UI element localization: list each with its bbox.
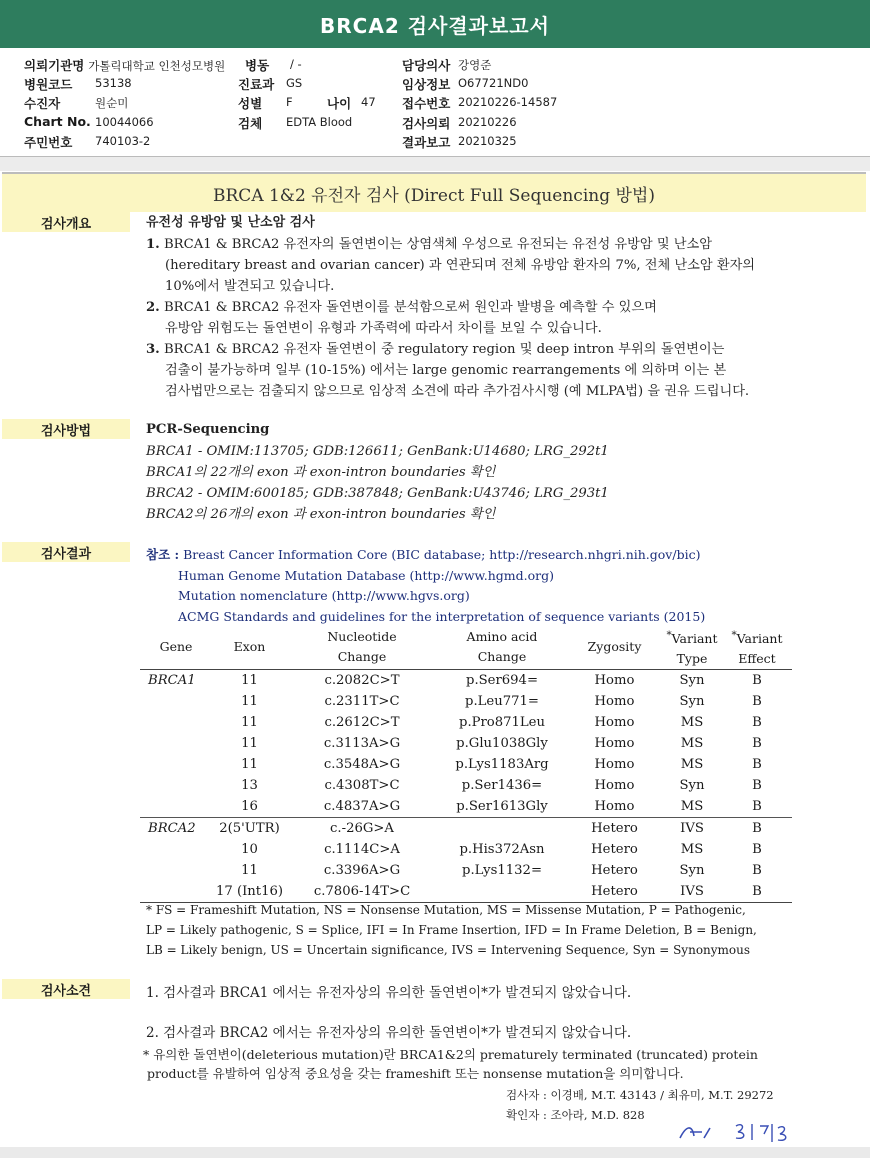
info-2-2-label: 진료과	[238, 77, 275, 92]
info-1-2-val: / -	[290, 57, 302, 71]
overview-item-2: 2. BRCA1 & BRCA2 유전자 돌연변이를 분석함으로써 원인과 발병을 예측할 수 있으며 유방암 위험도는 돌연변이 유형과 가족력에 따라서 차이를 보일 수 있습니다.	[146, 300, 657, 336]
table-row	[140, 796, 792, 818]
table-cell: IVS	[662, 818, 722, 840]
col-header-7: *Variant Effect	[722, 625, 792, 670]
table-cell: B	[752, 715, 762, 731]
ref-line-3: Mutation nomenclature (http://www.hgvs.org)	[178, 588, 470, 603]
info-5-3-val: 20210325	[458, 134, 517, 148]
ref-line-1: 참조 : Breast Cancer Information Core (BIC database; http://research.nhgri.nih.gov/bic)	[146, 547, 701, 562]
info-2-1-val: 53138	[95, 76, 132, 90]
info-3-3-label: 접수번호	[402, 96, 451, 111]
col-header-2: Exon	[212, 625, 287, 670]
table-cell: B	[752, 778, 762, 794]
info-5-1: 주민번호	[24, 135, 73, 150]
col-header-5: Zygosity	[567, 625, 662, 670]
info-1-3-label: 담당의사	[402, 58, 451, 73]
overview-item-3: 3. BRCA1 & BRCA2 유전자 돌연변이 중 regulatory region 및 deep intron 부위의 돌연변이는 검출이 불가능하며 일부 (10-15%) 에서는 large genomic rearrangements 에 의하며 이는 본 검사법만으로는 검출되지 않으므로 임상적 소견에 따라 추가검사시행 (예 MLPA법) 을 권유 드립니다.	[146, 342, 750, 399]
table-cell: Hetero	[591, 863, 638, 879]
variant-footnote: * FS = Frameshift Mutation, NS = Nonsense Mutation, MS = Missense Mutation, P = Pathogenic, LP = Likely pathogenic, S = Splice, IFI = In Frame Insertion, IFD = In Frame Deletion, B = Benign, LB = Likely benign, US = Uncertain significance, IVS = Intervening Sequence, Syn = Synonymous	[146, 903, 757, 957]
table-cell: c.1114C>A	[324, 842, 400, 858]
info-3-1: 수진자	[24, 96, 61, 111]
table-cell: B	[752, 842, 762, 858]
table-cell: 16	[241, 799, 258, 815]
page-bottom-bar	[0, 1147, 870, 1158]
table-cell: c.3396A>G	[323, 863, 401, 879]
variant-table	[140, 625, 792, 903]
table-cell: Syn	[679, 694, 705, 710]
info-3-3-val: 20210226-14587	[458, 95, 558, 109]
table-cell	[140, 860, 212, 881]
method-line-2: BRCA1의 22개의 exon 과 exon-intron boundaries 확인	[146, 465, 496, 480]
table-cell: 11	[241, 715, 258, 731]
table-cell: Syn	[679, 673, 705, 689]
confirmer-line: 확인자 : 조아라, M.D. 828	[506, 1108, 645, 1122]
table-cell: 11	[241, 694, 258, 710]
ref-line-4: ACMG Standards and guidelines for the interpretation of sequence variants (2015)	[178, 609, 706, 624]
handwritten-signature	[676, 1116, 816, 1146]
table-cell: p.Leu771=	[465, 694, 539, 710]
finding-2: 2. 검사결과 BRCA2 에서는 유전자상의 유의한 돌연변이*가 발견되지 않았습니다.	[146, 1025, 632, 1041]
table-cell	[140, 839, 212, 860]
col-header-1: Gene	[140, 625, 212, 670]
table-cell: MS	[680, 842, 704, 858]
method-heading: PCR-Sequencing	[146, 422, 270, 437]
age-label: 나이	[327, 96, 352, 111]
table-row	[140, 754, 792, 775]
table-cell: p.Ser694=	[466, 673, 538, 689]
info-2-1: 병원코드	[24, 77, 73, 92]
overview-heading: 유전성 유방암 및 난소암 검사	[146, 215, 315, 230]
table-row	[140, 733, 792, 754]
table-cell: Syn	[679, 778, 705, 794]
table-cell: c.3113A>G	[323, 736, 401, 752]
finding-note: * 유의한 돌연변이(deleterious mutation)란 BRCA1&2의 prematurely terminated (truncated) protein product를 유발하여 임상적 중요성을 갖는 frameshift 또는 nonsense mutation을 의미합니다.	[143, 1047, 758, 1081]
table-cell: MS	[680, 736, 704, 752]
table-cell	[140, 712, 212, 733]
info-5-1-val: 740103-2	[95, 134, 151, 148]
table-cell: MS	[680, 757, 704, 773]
table-cell	[437, 818, 567, 840]
table-cell: Homo	[594, 673, 635, 689]
info-4-1-val: 10044066	[95, 115, 154, 129]
method-line-4: BRCA2의 26개의 exon 과 exon-intron boundaries 확인	[146, 507, 496, 522]
table-cell: Homo	[594, 694, 635, 710]
table-cell: p.Ser1613Gly	[456, 799, 548, 815]
info-4-3-label: 검사의뢰	[402, 116, 451, 131]
table-row	[140, 775, 792, 796]
info-5-3-label: 결과보고	[402, 135, 451, 150]
table-cell: B	[752, 757, 762, 773]
table-cell: p.Ser1436=	[461, 778, 543, 794]
table-cell: 11	[241, 673, 258, 689]
table-cell: MS	[680, 715, 704, 731]
table-cell	[140, 733, 212, 754]
table-cell: IVS	[662, 881, 722, 903]
table-cell: c.7806-14T>C	[287, 881, 437, 903]
info-1-2-label: 병동	[245, 58, 270, 73]
header-divider	[0, 156, 870, 171]
table-cell: B	[722, 881, 792, 903]
table-cell: p.Lys1183Arg	[455, 757, 549, 773]
results-label: 검사결과	[2, 542, 130, 562]
table-cell: 11	[241, 757, 258, 773]
ref-line-2: Human Genome Mutation Database (http://www.hgmd.org)	[178, 568, 555, 583]
table-cell: Hetero	[591, 842, 638, 858]
table-cell: 13	[241, 778, 258, 794]
table-cell: Homo	[594, 736, 635, 752]
table-cell: c.4837A>G	[323, 799, 401, 815]
info-4-2-val: EDTA Blood	[286, 115, 353, 129]
table-cell: B	[722, 818, 792, 840]
info-4-2-label: 검체	[238, 116, 263, 131]
col-header-4: Amino acid Change	[437, 625, 567, 670]
table-row	[140, 712, 792, 733]
method-line-3: BRCA2 - OMIM:600185; GDB:387848; GenBank:U43746; LRG_293t1	[146, 486, 609, 501]
table-cell: Hetero	[567, 881, 662, 903]
table-cell: Homo	[594, 715, 635, 731]
table-cell	[140, 691, 212, 712]
info-2-3-val: O67721ND0	[458, 76, 529, 90]
table-cell: p.Lys1132=	[462, 863, 542, 879]
table-header	[140, 625, 792, 670]
report-header-bar	[0, 0, 870, 48]
info-2-2-val: GS	[286, 76, 303, 90]
info-3-2-label: 성별	[238, 96, 263, 111]
table-cell: B	[752, 673, 762, 689]
table-cell: c.2311T>C	[324, 694, 400, 710]
table-cell: Homo	[594, 778, 635, 794]
table-row	[140, 839, 792, 860]
table-cell	[140, 775, 212, 796]
info-1-3-val: 강영준	[458, 58, 492, 72]
table-row	[140, 691, 792, 712]
table-row	[140, 670, 792, 692]
table-cell: MS	[680, 799, 704, 815]
table-cell: 10	[241, 842, 258, 858]
table-cell: 2(5'UTR)	[212, 818, 287, 840]
info-4-1: Chart No.	[24, 114, 91, 129]
overview-item-1: 1. BRCA1 & BRCA2 유전자의 돌연변이는 상염색체 우성으로 유전되는 유전성 유방암 및 난소암 (hereditary breast and ovarian cancer) 과 연관되며 전체 유방암 환자의 7%, 전체 난소암 환자의 10%에서 발견되고 있습니다.	[146, 237, 756, 294]
report-title: BRCA2 검사결과보고서	[320, 13, 550, 38]
info-4-3-val: 20210226	[458, 115, 517, 129]
tester-line: 검사자 : 이경배, M.T. 43143 / 최유미, M.T. 29272	[506, 1088, 774, 1102]
overview-label: 검사개요	[2, 212, 130, 232]
table-cell: BRCA1	[148, 673, 196, 689]
table-row	[140, 818, 792, 840]
table-row	[140, 860, 792, 881]
method-line-1: BRCA1 - OMIM:113705; GDB:126611; GenBank:U14680; LRG_292t1	[146, 444, 609, 459]
table-cell: Homo	[594, 799, 635, 815]
table-cell	[140, 796, 212, 818]
table-cell: B	[752, 736, 762, 752]
findings-label: 검사소견	[2, 979, 130, 999]
table-cell: c.3548A>G	[323, 757, 401, 773]
table-cell: BRCA2	[140, 818, 212, 840]
col-header-3: Nucleotide Change	[287, 625, 437, 670]
info-3-1-val: 원순미	[95, 96, 129, 110]
table-cell: 11	[241, 863, 258, 879]
table-cell: p.His372Asn	[459, 842, 545, 858]
table-cell: c.2082C>T	[324, 673, 400, 689]
table-cell: c.4308T>C	[324, 778, 400, 794]
report-section-title	[2, 172, 866, 212]
method-label: 검사방법	[2, 419, 130, 439]
table-cell: B	[752, 863, 762, 879]
table-cell: B	[752, 799, 762, 815]
table-cell: B	[752, 694, 762, 710]
table-cell: Homo	[594, 757, 635, 773]
table-cell	[140, 754, 212, 775]
info-3-2-val: F	[286, 95, 293, 109]
age-value: 47	[361, 95, 376, 109]
info-2-3-label: 임상정보	[402, 77, 451, 92]
table-cell: p.Glu1038Gly	[456, 736, 548, 752]
finding-1: 1. 검사결과 BRCA1 에서는 유전자상의 유의한 돌연변이*가 발견되지 않았습니다.	[146, 985, 632, 1001]
col-header-6: *Variant Type	[662, 625, 722, 670]
section-title-text: BRCA 1&2 유전자 검사 (Direct Full Sequencing 방법)	[213, 185, 655, 206]
table-cell: 11	[241, 736, 258, 752]
table-cell: Syn	[679, 863, 705, 879]
table-cell: p.Pro871Leu	[459, 715, 545, 731]
table-cell: c.2612C>T	[324, 715, 400, 731]
table-cell: Hetero	[567, 818, 662, 840]
patient-info	[0, 54, 870, 162]
table-cell: c.-26G>A	[287, 818, 437, 840]
table-cell: 17 (Int16)	[212, 881, 287, 903]
info-1-1: 의뢰기관명 가톨릭대학교 인천성모병원	[24, 58, 226, 73]
